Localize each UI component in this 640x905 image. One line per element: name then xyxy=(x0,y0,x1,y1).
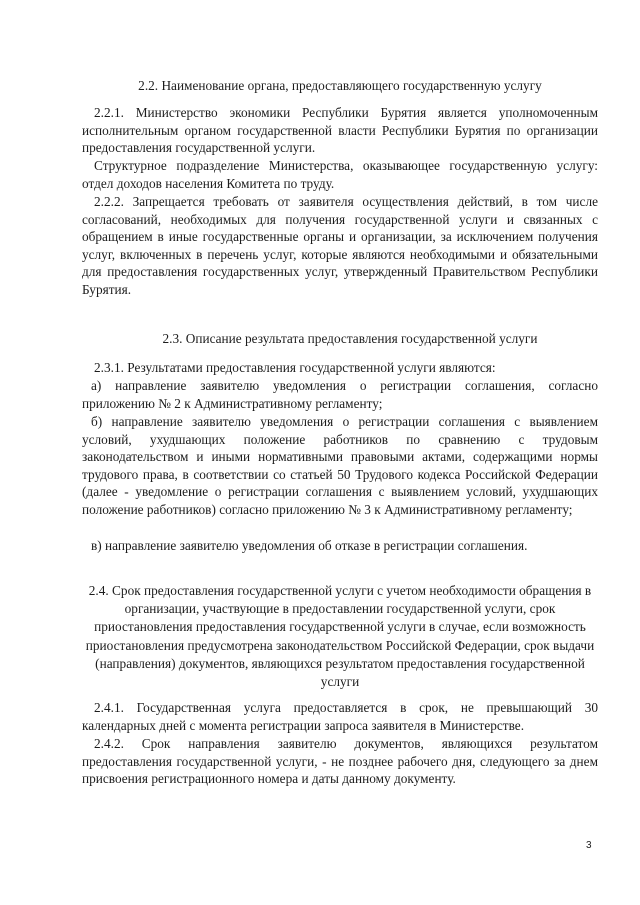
page-number: 3 xyxy=(586,840,592,851)
paragraph-structural-unit: Структурное подразделение Министерства, оказывающее государственную услугу: отдел доходов населения Комитета по труду. xyxy=(82,158,598,191)
paragraph-2-4-2: 2.4.2. Срок направления заявителю документов, являющихся результатом предоставления государственной услуги, - не позднее рабочего дня, следующего за днем присвоения регистрационного номера и даты данному документу. xyxy=(82,736,598,787)
section-heading-2-2: 2.2. Наименование органа, предоставляющего государственную услугу xyxy=(138,78,542,93)
paragraph-2-2-1: 2.2.1. Министерство экономики Республики Бурятия является уполномоченным исполнительным органом государственной власти Республики Бурятия по организации предоставления государственной услуги. xyxy=(82,105,598,156)
paragraph-2-2-2: 2.2.2. Запрещается требовать от заявителя осуществления действий, в том числе согласований, необходимых для получения государственной услуги и связанных с обращением в иные государственные органы и организации, за исключением получения услуг, включенных в перечень услуг, которые являются необходимыми и обязательными для предоставления государственных услуг, утвержденный Правительством Республики Бурятия. xyxy=(82,194,598,297)
section-heading-2-4: 2.4. Срок предоставления государственной услуги с учетом необходимости обращения в организации, участвующие в предоставлении государственной услуги, срок приостановления предоставления государственной услуги в случае, если возможность приостановления предусмотрена законодательством Российской Федерации, срок выдачи (направления) документов, являющихся результатом предоставления государственной услуги xyxy=(85,583,595,690)
section-heading-2-3: 2.3. Описание результата предоставления государственной услуги xyxy=(162,331,538,346)
paragraph-result-a: а) направление заявителю уведомления о регистрации соглашения, согласно приложению № 2 к Административному регламенту; xyxy=(82,378,598,411)
paragraph-result-b: б) направление заявителю уведомления о регистрации соглашения с выявлением условий, ухудшающих положение работников по сравнению с трудовым законодательством и иными нормативными правовыми актами, содержащими нормы трудового права, в соответствии со статьей 50 Трудового кодекса Российской Федерации (далее - уведомление о регистрации соглашения с выявлением условий, ухудшающих положение работников) согласно приложению № 3 к Административному регламенту; xyxy=(82,414,598,517)
paragraph-result-v: в) направление заявителю уведомления об отказе в регистрации соглашения. xyxy=(91,538,528,553)
paragraph-2-4-1: 2.4.1. Государственная услуга предоставляется в срок, не превышающий 30 календарных дней с момента регистрации запроса заявителя в Министерстве. xyxy=(82,700,598,733)
paragraph-2-3-1: 2.3.1. Результатами предоставления государственной услуги являются: xyxy=(94,360,496,375)
